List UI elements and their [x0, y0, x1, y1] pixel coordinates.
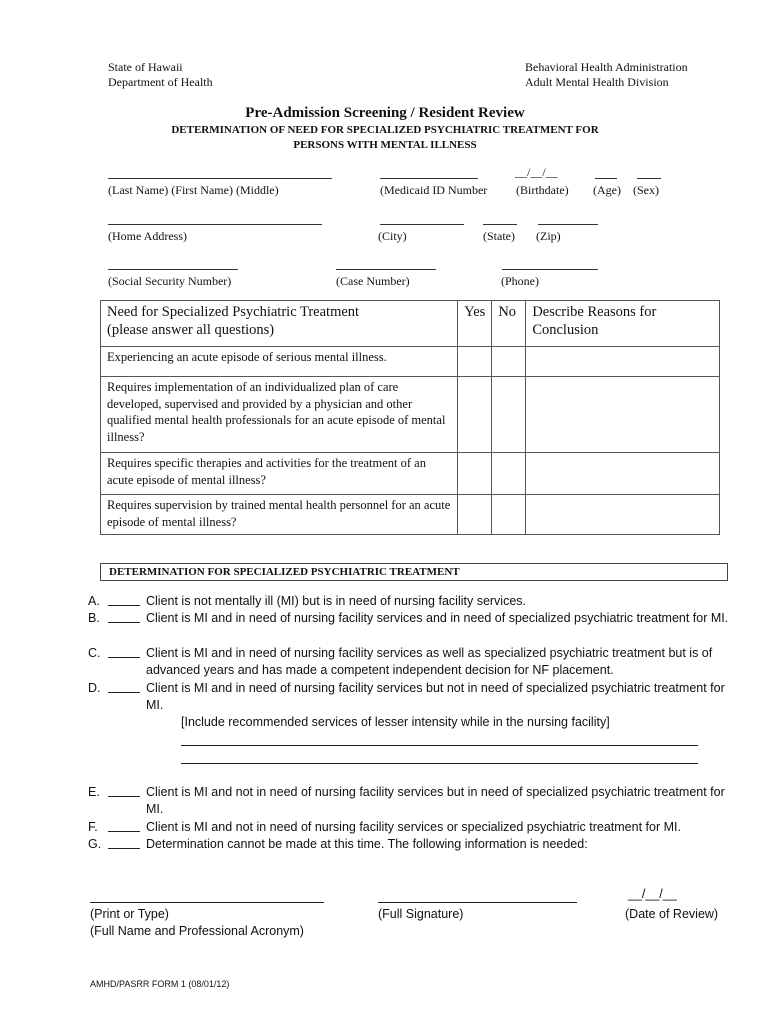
option-b-blank[interactable]	[108, 622, 140, 623]
services-line-2[interactable]	[181, 763, 698, 764]
option-letter: G.	[88, 837, 102, 851]
option-text: Client is MI and not in need of nursing facility services but in need of specialized psychiatric treatment for MI.	[146, 785, 725, 816]
form-title: Pre-Admission Screening / Resident Review	[245, 105, 525, 121]
criteria-header-no: No	[492, 301, 526, 347]
zip-field[interactable]	[538, 224, 598, 225]
reason-cell[interactable]	[526, 495, 720, 535]
city-label: (City)	[378, 229, 407, 243]
option-f	[88, 819, 738, 836]
review-date-label: (Date of Review)	[625, 907, 719, 921]
birthdate-label: (Birthdate)	[516, 183, 569, 197]
option-g	[88, 836, 738, 853]
print-name-line[interactable]	[90, 902, 324, 903]
agency-division: Adult Mental Health Division	[525, 75, 669, 89]
criteria-table	[100, 300, 720, 535]
zip-label: (Zip)	[536, 229, 561, 243]
header-question-line1: Need for Specialized Psychiatric Treatment	[107, 304, 360, 320]
header-reasons-line1: Describe Reasons for	[532, 304, 657, 320]
table-row	[101, 453, 720, 495]
criteria-question: Experiencing an acute episode of serious mental illness.	[101, 347, 458, 377]
city-field[interactable]	[380, 224, 464, 225]
criteria-question: Requires supervision by trained mental health personnel for an acute episode of mental illness?	[101, 495, 458, 535]
option-f-blank[interactable]	[108, 831, 140, 832]
yes-cell[interactable]	[458, 453, 492, 495]
option-letter: B.	[88, 611, 100, 625]
no-cell[interactable]	[492, 347, 526, 377]
form-subtitle-line1: DETERMINATION OF NEED FOR SPECIALIZED PSYCHIATRIC TREATMENT FOR	[171, 124, 599, 136]
birthdate-field[interactable]: __/__/__	[515, 165, 558, 179]
criteria-question: Requires implementation of an individualized plan of care developed, supervised and provided by a physician and other qualified mental health professionals for an acute episode of mental illness?	[101, 377, 458, 453]
option-a	[88, 593, 738, 610]
form-number: AMHD/PASRR FORM 1 (08/01/12)	[90, 979, 230, 989]
reason-cell[interactable]	[526, 377, 720, 453]
option-a-blank[interactable]	[108, 605, 140, 606]
option-e	[88, 784, 738, 818]
services-line-1[interactable]	[181, 745, 698, 746]
print-label: (Print or Type)	[90, 907, 169, 921]
home-address-field[interactable]	[108, 224, 322, 225]
option-text: Client is not mentally ill (MI) but is in need of nursing facility services.	[146, 594, 527, 608]
option-d-note: [Include recommended services of lesser intensity while in the nursing facility]	[181, 715, 610, 729]
option-letter: F.	[88, 820, 98, 834]
no-cell[interactable]	[492, 377, 526, 453]
criteria-header-reasons	[526, 301, 720, 347]
reason-cell[interactable]	[526, 347, 720, 377]
criteria-header-question	[101, 301, 458, 347]
ssn-field[interactable]	[108, 269, 238, 270]
age-label: (Age)	[593, 183, 621, 197]
table-row	[101, 495, 720, 535]
criteria-header-row	[101, 301, 720, 347]
option-e-blank[interactable]	[108, 796, 140, 797]
phone-label: (Phone)	[501, 274, 539, 288]
signature-line[interactable]	[378, 902, 577, 903]
medicaid-field[interactable]	[380, 178, 478, 179]
reason-cell[interactable]	[526, 453, 720, 495]
option-letter: D.	[88, 681, 101, 695]
case-number-field[interactable]	[336, 269, 436, 270]
option-text: Determination cannot be made at this time. The following information is needed:	[146, 837, 588, 851]
signature-label: (Full Signature)	[378, 907, 464, 921]
yes-cell[interactable]	[458, 347, 492, 377]
option-letter: A.	[88, 594, 100, 608]
sex-label: (Sex)	[633, 183, 659, 197]
option-text: Client is MI and in need of nursing facility services as well as specialized psychiatric treatment but is of advanced years and has made a competent independent decision for NF placement.	[146, 646, 713, 677]
name-field[interactable]	[108, 178, 332, 179]
option-c	[88, 645, 738, 679]
name-label: (Last Name) (First Name) (Middle)	[108, 183, 279, 197]
option-d-blank[interactable]	[108, 692, 140, 693]
option-letter: E.	[88, 785, 100, 799]
criteria-question: Requires specific therapies and activities for the treatment of an acute episode of mental illness?	[101, 453, 458, 495]
option-text: Client is MI and not in need of nursing facility services or specialized psychiatric treatment for MI.	[146, 820, 681, 834]
option-text: Client is MI and in need of nursing facility services but not in need of specialized psychiatric treatment for MI.	[146, 681, 725, 712]
state-field[interactable]	[483, 224, 517, 225]
header-reasons-line2: Conclusion	[532, 322, 599, 338]
agency-state: State of Hawaii	[108, 60, 183, 74]
print-sublabel: (Full Name and Professional Acronym)	[90, 924, 304, 938]
ssn-label: (Social Security Number)	[108, 274, 232, 288]
option-d	[88, 680, 738, 714]
state-label: (State)	[483, 229, 515, 243]
age-field[interactable]	[595, 178, 617, 179]
case-number-label: (Case Number)	[336, 274, 410, 288]
criteria-header-yes: Yes	[458, 301, 492, 347]
phone-field[interactable]	[502, 269, 598, 270]
no-cell[interactable]	[492, 453, 526, 495]
agency-department: Department of Health	[108, 75, 213, 89]
determination-heading: DETERMINATION FOR SPECIALIZED PSYCHIATRIC TREATMENT	[100, 563, 728, 581]
yes-cell[interactable]	[458, 377, 492, 453]
option-b	[88, 610, 738, 627]
option-text: Client is MI and in need of nursing facility services and in need of specialized psychiatric treatment for MI.	[146, 611, 729, 625]
table-row	[101, 347, 720, 377]
home-address-label: (Home Address)	[108, 229, 187, 243]
no-cell[interactable]	[492, 495, 526, 535]
option-letter: C.	[88, 646, 101, 660]
yes-cell[interactable]	[458, 495, 492, 535]
agency-administration: Behavioral Health Administration	[525, 60, 688, 74]
option-c-blank[interactable]	[108, 657, 140, 658]
sex-field[interactable]	[637, 178, 661, 179]
review-date-field[interactable]: __/__/__	[628, 887, 677, 901]
header-question-line2: (please answer all questions)	[107, 322, 275, 338]
table-row	[101, 377, 720, 453]
medicaid-label: (Medicaid ID Number	[380, 183, 488, 197]
form-subtitle-line2: PERSONS WITH MENTAL ILLNESS	[293, 139, 477, 151]
option-g-blank[interactable]	[108, 848, 140, 849]
